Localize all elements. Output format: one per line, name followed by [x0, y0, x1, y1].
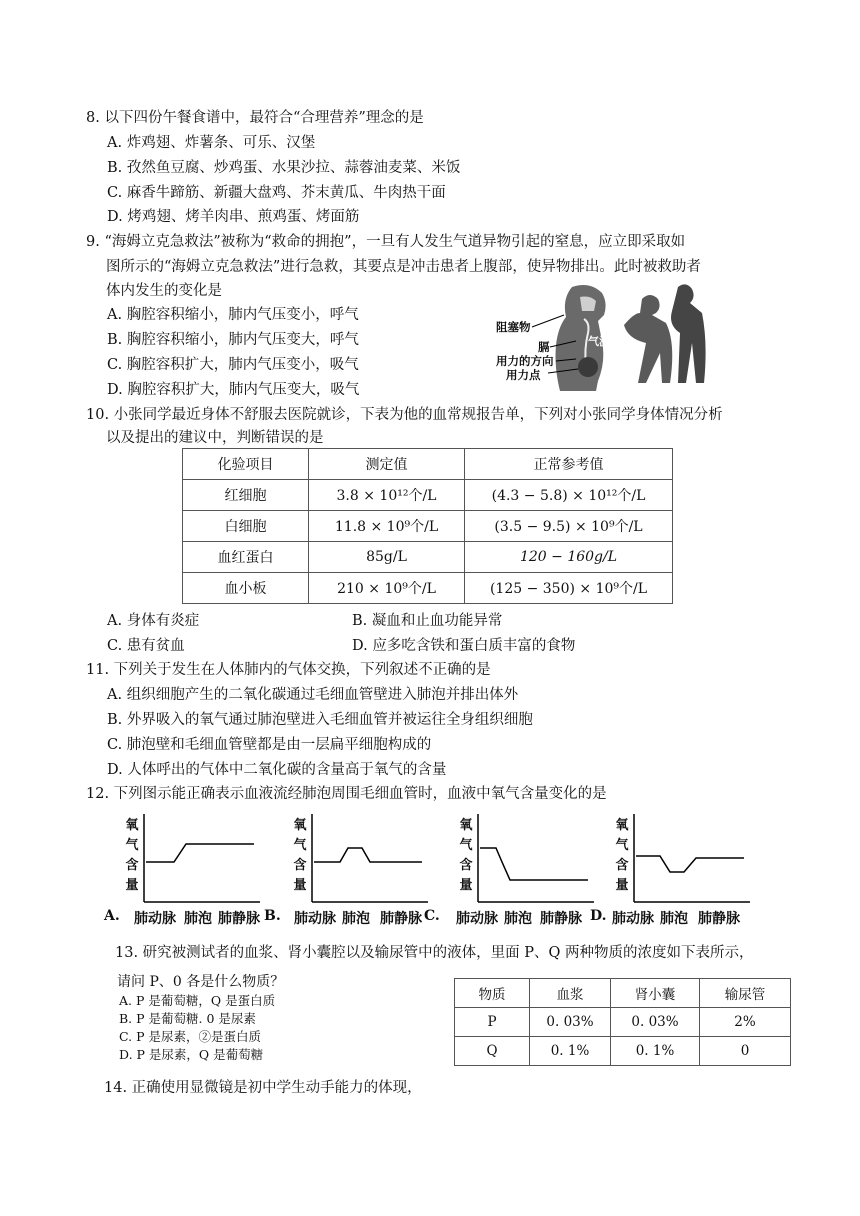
q9-option-c: C. 胸腔容积扩大，肺内气压变小，吸气	[107, 357, 359, 373]
table-cell: 红细胞	[183, 480, 309, 511]
q8-option-b: B. 孜然鱼豆腐、炒鸡蛋、水果沙拉、蒜蓉油麦菜、米饭	[107, 160, 461, 176]
table-row	[455, 1037, 791, 1066]
oxygen-graphs	[104, 810, 774, 928]
label-diaphragm: 膈	[538, 340, 550, 354]
table-cell: 0. 03%	[611, 1008, 700, 1037]
q10-option-c: C. 患有贫血	[107, 638, 185, 654]
q13-option-b: B. P 是葡萄糖. 0 是尿素	[119, 1011, 256, 1026]
table-cell: 0. 03%	[530, 1008, 611, 1037]
q10-stem-line-1: 10. 小张同学最近身体不舒服去医院就诊，下表为他的血常规报告单，下列对小张同学身体情况分析	[86, 407, 723, 423]
table-row	[183, 480, 673, 511]
table-header: 物质	[455, 979, 530, 1008]
q8-option-a: A. 炸鸡翅、炸薯条、可乐、汉堡	[107, 135, 316, 151]
table-row	[455, 1008, 791, 1037]
graph-a-xlabel-1: 肺动脉	[134, 911, 176, 927]
table-cell: (3.5 − 9.5) × 10⁹个/L	[465, 511, 673, 542]
q11-stem: 11. 下列关于发生在人体肺内的气体交换，下列叙述不正确的是	[86, 662, 491, 678]
q11-option-d: D. 人体呼出的气体中二氧化碳的含量高于氧气的含量	[107, 762, 447, 778]
graph-b-ylabel: 氧 气 含 量	[293, 818, 307, 893]
table-cell: 血小板	[183, 573, 309, 604]
heimlich-figure	[492, 279, 710, 391]
graph-b-xlabel-1: 肺动脉	[294, 911, 336, 927]
table-cell: (4.3 − 5.8) × 10¹²个/L	[465, 480, 673, 511]
q11-option-b: B. 外界吸入的氧气通过肺泡壁进入毛细血管并被运往全身组织细胞	[107, 712, 533, 728]
label-obstruction: 阻塞物	[496, 320, 531, 334]
label-airflow: 气流	[588, 335, 610, 348]
q11-option-c: C. 肺泡壁和毛细血管壁都是由一层扁平细胞构成的	[107, 737, 432, 753]
q10-option-d: D. 应多吃含铁和蛋白质丰富的食物	[352, 638, 576, 654]
q13-option-a: A. P 是葡萄糖，Q 是蛋白质	[119, 993, 276, 1008]
table-cell: 2%	[700, 1008, 791, 1037]
table-cell: (125 − 350) × 10⁹个/L	[465, 573, 673, 604]
graph-a-xlabel-3: 肺静脉	[218, 911, 260, 927]
table-cell: Q	[455, 1037, 530, 1066]
graph-b-letter: B.	[264, 908, 281, 924]
graph-c-ylabel: 氧 气 含 量	[459, 818, 473, 893]
q9-stem-line-2: 图所示的“海姆立克急救法”进行急救，其要点是冲击患者上腹部，使异物排出。此时被救助者	[106, 259, 701, 275]
q10-stem-line-2: 以及提出的建议中，判断错误的是	[106, 430, 324, 446]
table-cell: 210 × 10⁹个/L	[309, 573, 465, 604]
graph-d-xlabel-1: 肺动脉	[612, 911, 654, 927]
graph-c-xlabel-3: 肺静脉	[540, 911, 582, 927]
graph-a-ylabel: 氧 气 含 量	[125, 818, 139, 893]
table-cell: 白细胞	[183, 511, 309, 542]
graph-c-xlabel-2: 肺泡	[504, 911, 532, 927]
table-cell: 3.8 × 10¹²个/L	[309, 480, 465, 511]
table-header: 化验项目	[183, 449, 309, 480]
q13-stem: 13. 研究被测试者的血浆、肾小囊腔以及输尿管中的液体，里面 P、Q 两种物质的浓度如下表所示，	[115, 945, 754, 961]
table-row	[183, 511, 673, 542]
graph-a	[144, 814, 260, 902]
graph-d-xlabel-3: 肺静脉	[698, 911, 740, 927]
table-header-row	[183, 449, 673, 480]
table-row	[183, 542, 673, 573]
graph-d-letter: D.	[590, 908, 607, 924]
graph-b-xlabel-3: 肺静脉	[380, 911, 422, 927]
graph-d-xlabel-2: 肺泡	[660, 911, 688, 927]
q13-option-d: D. P 是尿素，Q 是葡萄糖	[119, 1047, 264, 1062]
q8-option-c: C. 麻香牛蹄筋、新疆大盘鸡、芥末黄瓜、牛肉热干面	[107, 185, 446, 201]
q11-option-a: A. 组织细胞产生的二氧化碳通过毛细血管壁进入肺泡并排出体外	[107, 687, 519, 703]
q13-sub: 请问 P、0 各是什么物质？	[117, 974, 285, 990]
graph-b	[312, 814, 428, 902]
table-cell: 120 − 160g/L	[465, 542, 673, 573]
graph-a-xlabel-2: 肺泡	[184, 911, 212, 927]
q9-option-a: A. 胸腔容积缩小，肺内气压变小，呼气	[107, 307, 359, 323]
table-header: 测定值	[309, 449, 465, 480]
graph-d-ylabel: 氧 气 含 量	[615, 818, 629, 893]
table-header: 输尿管	[700, 979, 791, 1008]
table-header: 正常参考值	[465, 449, 673, 480]
q8-option-d: D. 烤鸡翅、烤羊肉串、煎鸡蛋、烤面筋	[107, 209, 360, 225]
q9-stem-line-3: 体内发生的变化是	[106, 283, 222, 299]
table-cell: 0	[700, 1037, 791, 1066]
q10-option-a: A. 身体有炎症	[107, 613, 200, 629]
q9-option-d: D. 胸腔容积扩大，肺内气压变大，吸气	[107, 382, 360, 398]
graph-b-xlabel-2: 肺泡	[342, 911, 370, 927]
table-cell: 11.8 × 10⁹个/L	[309, 511, 465, 542]
label-force-direction: 用力的方向	[496, 354, 554, 368]
q10-option-b: B. 凝血和止血功能异常	[352, 613, 503, 629]
table-row	[183, 573, 673, 604]
blood-test-table	[182, 448, 673, 604]
table-cell: 0. 1%	[530, 1037, 611, 1066]
table-header: 肾小囊	[611, 979, 700, 1008]
graph-a-letter: A.	[104, 908, 120, 924]
graph-c	[478, 814, 594, 902]
label-force-point: 用力点	[506, 368, 541, 382]
table-header: 血浆	[530, 979, 611, 1008]
q9-stem-line-1: 9. “海姆立克急救法”被称为“救命的拥抱”，一旦有人发生气道异物引起的窒息，应立即采取如	[86, 234, 686, 250]
graph-d	[634, 814, 750, 902]
q8-stem: 8. 以下四份午餐食谱中，最符合“合理营养”理念的是	[86, 110, 424, 126]
q9-option-b: B. 胸腔容积缩小，肺内气压变大，呼气	[107, 332, 359, 348]
pq-concentration-table	[454, 978, 791, 1066]
graph-c-letter: C.	[424, 908, 440, 924]
q12-stem: 12. 下列图示能正确表示血液流经肺泡周围毛细血管时，血液中氧气含量变化的是	[86, 786, 607, 802]
table-cell: P	[455, 1008, 530, 1037]
table-cell: 85g/L	[309, 542, 465, 573]
table-cell: 0. 1%	[611, 1037, 700, 1066]
q13-option-c: C. P 是尿素，②是蛋白质	[119, 1029, 261, 1044]
table-header-row	[455, 979, 791, 1008]
q14-stem: 14. 正确使用显微镜是初中学生动手能力的体现，	[104, 1080, 422, 1096]
table-cell: 血红蛋白	[183, 542, 309, 573]
graph-c-xlabel-1: 肺动脉	[456, 911, 498, 927]
